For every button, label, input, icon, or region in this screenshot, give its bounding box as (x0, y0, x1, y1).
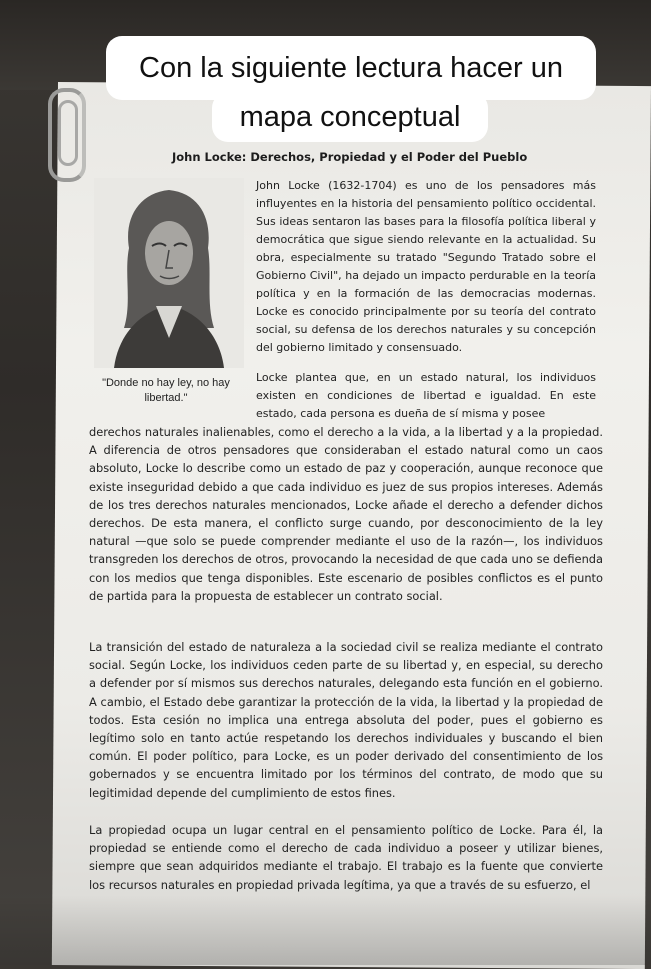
locke-portrait-icon (94, 178, 244, 368)
document-title: John Locke: Derechos, Propiedad y el Poder del Pueblo (172, 150, 528, 164)
intro-paragraph: John Locke (1632-1704) es uno de los pensadores más influyentes en la historia del pensamiento político occidental. Sus ideas sentaron las bases para la filosofía política liberal y democrática que sigue siendo relevante en la actualidad. Su obra, especialmente su tratado "Segundo Tratado sobre el Gobierno Civil", ha dejado un impacto perdurable en la teoría política y en la formación de las democracias modernas. Locke es conocido principalmente por su teoría del contrato social, su defensa de los derechos naturales y su concepción del gobierno limitado y consensuado. (256, 179, 596, 354)
caption-line-1: Con la siguiente lectura hacer un (106, 36, 596, 100)
social-contract-paragraph: La transición del estado de naturaleza a la sociedad civil se realiza mediante el contrato social. Según Locke, los individuos ceden parte de su libertad y, en especial, su derecho a defender por sí mismos sus derechos naturales, delegando esta función en el gobierno. A cambio, el Estado debe garantizar la protección de la vida, la libertad y la propiedad de todos. Esta cesión no implica una entrega absoluta del poder, pues el gobierno es legítimo solo en tanto actúe respetando los derechos individuales y buscando el bien común. El poder político, para Locke, es un poder derivado del consentimiento de los gobernados y se encuentra limitado por los términos del contrato, de modo que su legitimidad depende del cumplimiento de estos fines. (89, 640, 603, 800)
portrait-quote: "Donde no hay ley, no hay libertad." (102, 377, 230, 404)
state-of-nature-paragraph-start: Locke plantea que, en un estado natural, los individuos existen en condiciones de libertad e igualdad. En este estado, cada persona es dueña de sí misma y posee (256, 371, 596, 420)
state-of-nature-paragraph: derechos naturales inalienables, como el derecho a la vida, a la libertad y a la propiedad. A diferencia de otros pensadores que consideraban el estado natural como un caos absoluto, Locke lo describe como un estado de paz y cooperación, aunque reconoce que existe inseguridad debido a que cada individuo es juez de sus propios intereses. Además de los tres derechos naturales mencionados, Locke añade el derecho a defender dichos derechos. De esta manera, el conflicto surge cuando, por desconocimiento de la ley natural —que solo se puede comprender mediante el uso de la razón—, los individuos transgreden los derechos de otros, provocando la necesidad de que cada uno se defienda con los medios que tenga disponibles. Este escenario de posibles conflictos es el punto de partida para la propuesta de establecer un contrato social. (89, 425, 603, 603)
paperclip-inner-icon (58, 100, 78, 166)
property-paragraph: La propiedad ocupa un lugar central en el pensamiento político de Locke. Para él, la propiedad se entiende como el derecho de cada individuo a poseer y utilizar bienes, siempre que sean adquiridos mediante el trabajo. El trabajo es la fuente que convierte los recursos naturales en propiedad privada legítima, ya que a través de su esfuerzo, el (89, 823, 603, 892)
caption-line-2: mapa conceptual (212, 92, 488, 142)
bottom-shadow (0, 895, 651, 965)
